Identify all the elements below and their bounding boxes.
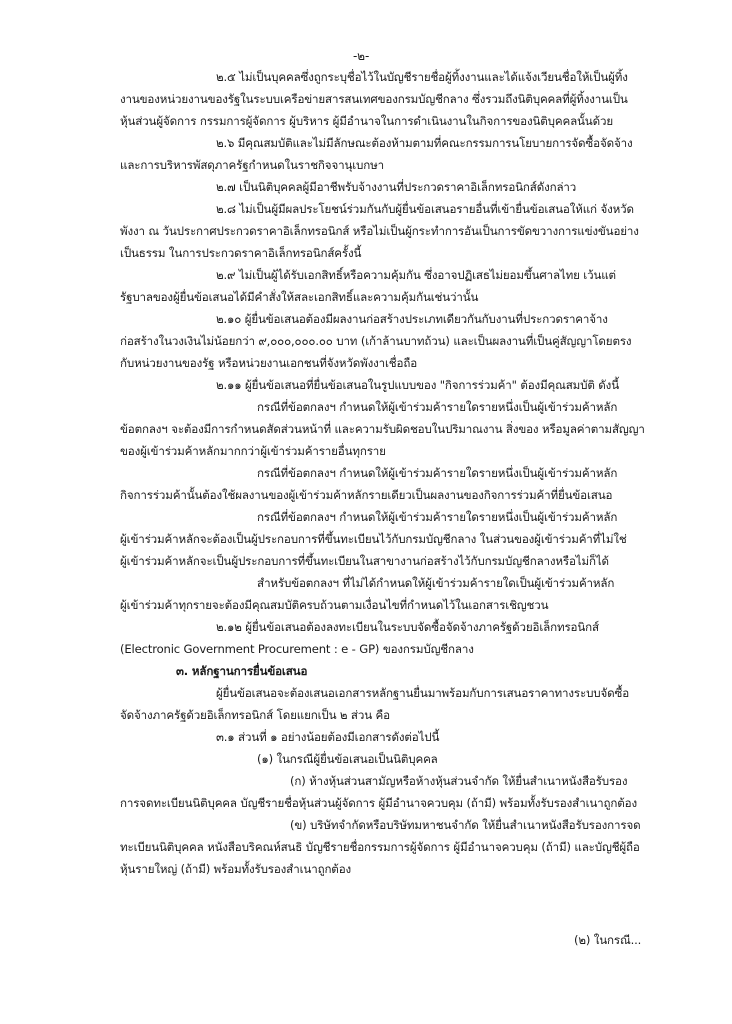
clause-2-10-line-3: กับหน่วยงานของรัฐ หรือหน่วยงานเอกชนที่จังหวัดพังงาเชื่อถือ <box>120 356 418 370</box>
clause-2-5-line-1: ๒.๕ ไม่เป็นบุคคลซึ่งถูกระบุชื่อไว้ในบัญชีรายชื่อผู้ทิ้งงานและได้แจ้งเวียนชื่อให้เป็นผู้ทิ้ง <box>216 70 628 84</box>
clause-2-8-line-3: เป็นธรรม ในการประกวดราคาอิเล็กทรอนิกส์ครั้งนี้ <box>120 246 362 260</box>
clause-2-11-case-3-line-3: ผู้เข้าร่วมค้าหลักจะเป็นผู้ประกอบการที่ขึ้นทะเบียนในสาขางานก่อสร้างไว้กับกรมบัญชีกลางหรือไม่ก็ได้ <box>120 554 609 568</box>
clause-2-10-line-1: ๒.๑๐ ผู้ยื่นข้อเสนอต้องมีผลงานก่อสร้างประเภทเดียวกันกับงานที่ประกวดราคาจ้าง <box>216 312 608 326</box>
clause-2-11-case-1-line-3: ของผู้เข้าร่วมค้าหลักมากกว่าผู้เข้าร่วมค้ารายอื่นทุกราย <box>120 444 386 458</box>
clause-2-8-line-1: ๒.๘ ไม่เป็นผู้มีผลประโยชน์ร่วมกันกับผู้ยื่นข้อเสนอรายอื่นที่เข้ายื่นข้อเสนอให้แก่ จังหวัด <box>216 202 634 216</box>
clause-2-9-line-2: รัฐบาลของผู้ยื่นข้อเสนอได้มีคำสั่งให้สละเอกสิทธิ์และความคุ้มกันเช่นว่านั้น <box>120 290 479 304</box>
page-number: -๒- <box>353 49 370 63</box>
clause-2-11-case-2-line-2: กิจการร่วมค้านั้นต้องใช้ผลงานของผู้เข้าร่วมค้าหลักรายเดียวเป็นผลงานของกิจการร่วมค้าที่ยื่นข้อเสนอ <box>120 488 613 502</box>
clause-3-1-item-a-line-1: (ก) ห้างหุ้นส่วนสามัญหรือห้างหุ้นส่วนจำกัด ให้ยื่นสำเนาหนังสือรับรอง <box>290 774 628 788</box>
clause-3-1-item-b-line-3: หุ้นรายใหญ่ (ถ้ามี) พร้อมทั้งรับรองสำเนาถูกต้อง <box>120 862 352 876</box>
clause-2-9-line-1: ๒.๙ ไม่เป็นผู้ได้รับเอกสิทธิ์หรือความคุ้มกัน ซึ่งอาจปฏิเสธไม่ยอมขึ้นศาลไทย เว้นแต่ <box>216 268 616 282</box>
clause-2-6-line-2: และการบริหารพัสดุภาครัฐกำหนดในราชกิจจานุเบกษา <box>120 158 384 172</box>
clause-3-1-item-b-line-2: ทะเบียนนิติบุคคล หนังสือบริคณห์สนธิ บัญชีรายชื่อกรรมการผู้จัดการ ผู้มีอำนาจควบคุม (ถ้ามี) และบัญชีผู้ถือ <box>120 840 640 854</box>
clause-2-8-line-2: พังงา ณ วันประกาศประกวดราคาอิเล็กทรอนิกส์ หรือไม่เป็นผู้กระทำการอันเป็นการขัดขวางการแข่งขันอย่าง <box>120 224 639 238</box>
clause-2-6-line-1: ๒.๖ มีคุณสมบัติและไม่มีลักษณะต้องห้ามตามที่คณะกรรมการนโยบายการจัดซื้อจัดจ้าง <box>216 136 633 150</box>
clause-3-1-item-1: (๑) ในกรณีผู้ยื่นข้อเสนอเป็นนิติบุคคล <box>257 752 438 766</box>
clause-2-11-case-2-line-1: กรณีที่ข้อตกลงฯ กำหนดให้ผู้เข้าร่วมค้ารายใดรายหนึ่งเป็นผู้เข้าร่วมค้าหลัก <box>257 466 618 480</box>
clause-3-1-item-a-line-2: การจดทะเบียนนิติบุคคล บัญชีรายชื่อหุ้นส่วนผู้จัดการ ผู้มีอำนาจควบคุม (ถ้ามี) พร้อมทั้งรับรองสำเนาถูกต้อง <box>120 796 637 810</box>
clause-2-11-case-3-line-2: ผู้เข้าร่วมค้าหลักจะต้องเป็นผู้ประกอบการที่ขึ้นทะเบียนไว้กับกรมบัญชีกลาง ในส่วนของผู้เข้าร่วมค้าที่ไม่ใช่ <box>120 532 627 546</box>
clause-2-10-line-2: ก่อสร้างในวงเงินไม่น้อยกว่า ๙,๐๐๐,๐๐๐.๐๐ บาท (เก้าล้านบาทถ้วน) และเป็นผลงานที่เป็นคู่สัญญาโดยตรง <box>120 334 632 348</box>
clause-2-12-line-1: ๒.๑๒ ผู้ยื่นข้อเสนอต้องลงทะเบียนในระบบจัดซื้อจัดจ้างภาครัฐด้วยอิเล็กทรอนิกส์ <box>216 620 599 634</box>
clause-2-11-line-1: ๒.๑๑ ผู้ยื่นข้อเสนอที่ยื่นข้อเสนอในรูปแบบของ "กิจการร่วมค้า" ต้องมีคุณสมบัติ ดังนี้ <box>216 378 619 392</box>
clause-2-11-case-4-line-1: สำหรับข้อตกลงฯ ที่ไม่ได้กำหนดให้ผู้เข้าร่วมค้ารายใดเป็นผู้เข้าร่วมค้าหลัก <box>257 576 615 590</box>
clause-2-5-line-2: งานของหน่วยงานของรัฐในระบบเครือข่ายสารสนเทศของกรมบัญชีกลาง ซึ่งรวมถึงนิติบุคคลที่ผู้ทิ้งงานเป็น <box>120 92 628 106</box>
clause-3-1-item-b-line-1: (ข) บริษัทจำกัดหรือบริษัทมหาชนจำกัด ให้ยื่นสำเนาหนังสือรับรองการจด <box>290 818 641 832</box>
clause-3-1-line-1: ๓.๑ ส่วนที่ ๑ อย่างน้อยต้องมีเอกสารดังต่อไปนี้ <box>216 730 440 744</box>
clause-2-5-line-3: หุ้นส่วนผู้จัดการ กรรมการผู้จัดการ ผู้บริหาร ผู้มีอำนาจในการดำเนินงานในกิจการของนิติบุคคลนั้นด้วย <box>120 114 613 128</box>
section-3-heading: ๓. หลักฐานการยื่นข้อเสนอ <box>176 664 308 678</box>
clause-2-12-line-2: (Electronic Government Procurement : e - GP) ของกรมบัญชีกลาง <box>120 642 474 656</box>
section-3-intro-line-1: ผู้ยื่นข้อเสนอจะต้องเสนอเอกสารหลักฐานยื่นมาพร้อมกับการเสนอราคาทางระบบจัดซื้อ <box>216 686 630 700</box>
clause-2-11-case-3-line-1: กรณีที่ข้อตกลงฯ กำหนดให้ผู้เข้าร่วมค้ารายใดรายหนึ่งเป็นผู้เข้าร่วมค้าหลัก <box>257 510 618 524</box>
clause-2-11-case-1-line-2: ข้อตกลงฯ จะต้องมีการกำหนดสัดส่วนหน้าที่ และความรับผิดชอบในปริมาณงาน สิ่งของ หรือมูลค่าตามสัญญา <box>120 422 645 436</box>
clause-2-11-case-4-line-2: ผู้เข้าร่วมค้าทุกรายจะต้องมีคุณสมบัติครบถ้วนตามเงื่อนไขที่กำหนดไว้ในเอกสารเชิญชวน <box>120 598 549 612</box>
clause-2-7-line-1: ๒.๗ เป็นนิติบุคคลผู้มีอาชีพรับจ้างงานที่ประกวดราคาอิเล็กทรอนิกส์ดังกล่าว <box>216 180 577 194</box>
section-3-intro-line-2: จัดจ้างภาครัฐด้วยอิเล็กทรอนิกส์ โดยแยกเป็น ๒ ส่วน คือ <box>120 708 390 722</box>
footer-continuation: (๒) ในกรณี... <box>574 933 642 947</box>
clause-2-11-case-1-line-1: กรณีที่ข้อตกลงฯ กำหนดให้ผู้เข้าร่วมค้ารายใดรายหนึ่งเป็นผู้เข้าร่วมค้าหลัก <box>257 400 618 414</box>
